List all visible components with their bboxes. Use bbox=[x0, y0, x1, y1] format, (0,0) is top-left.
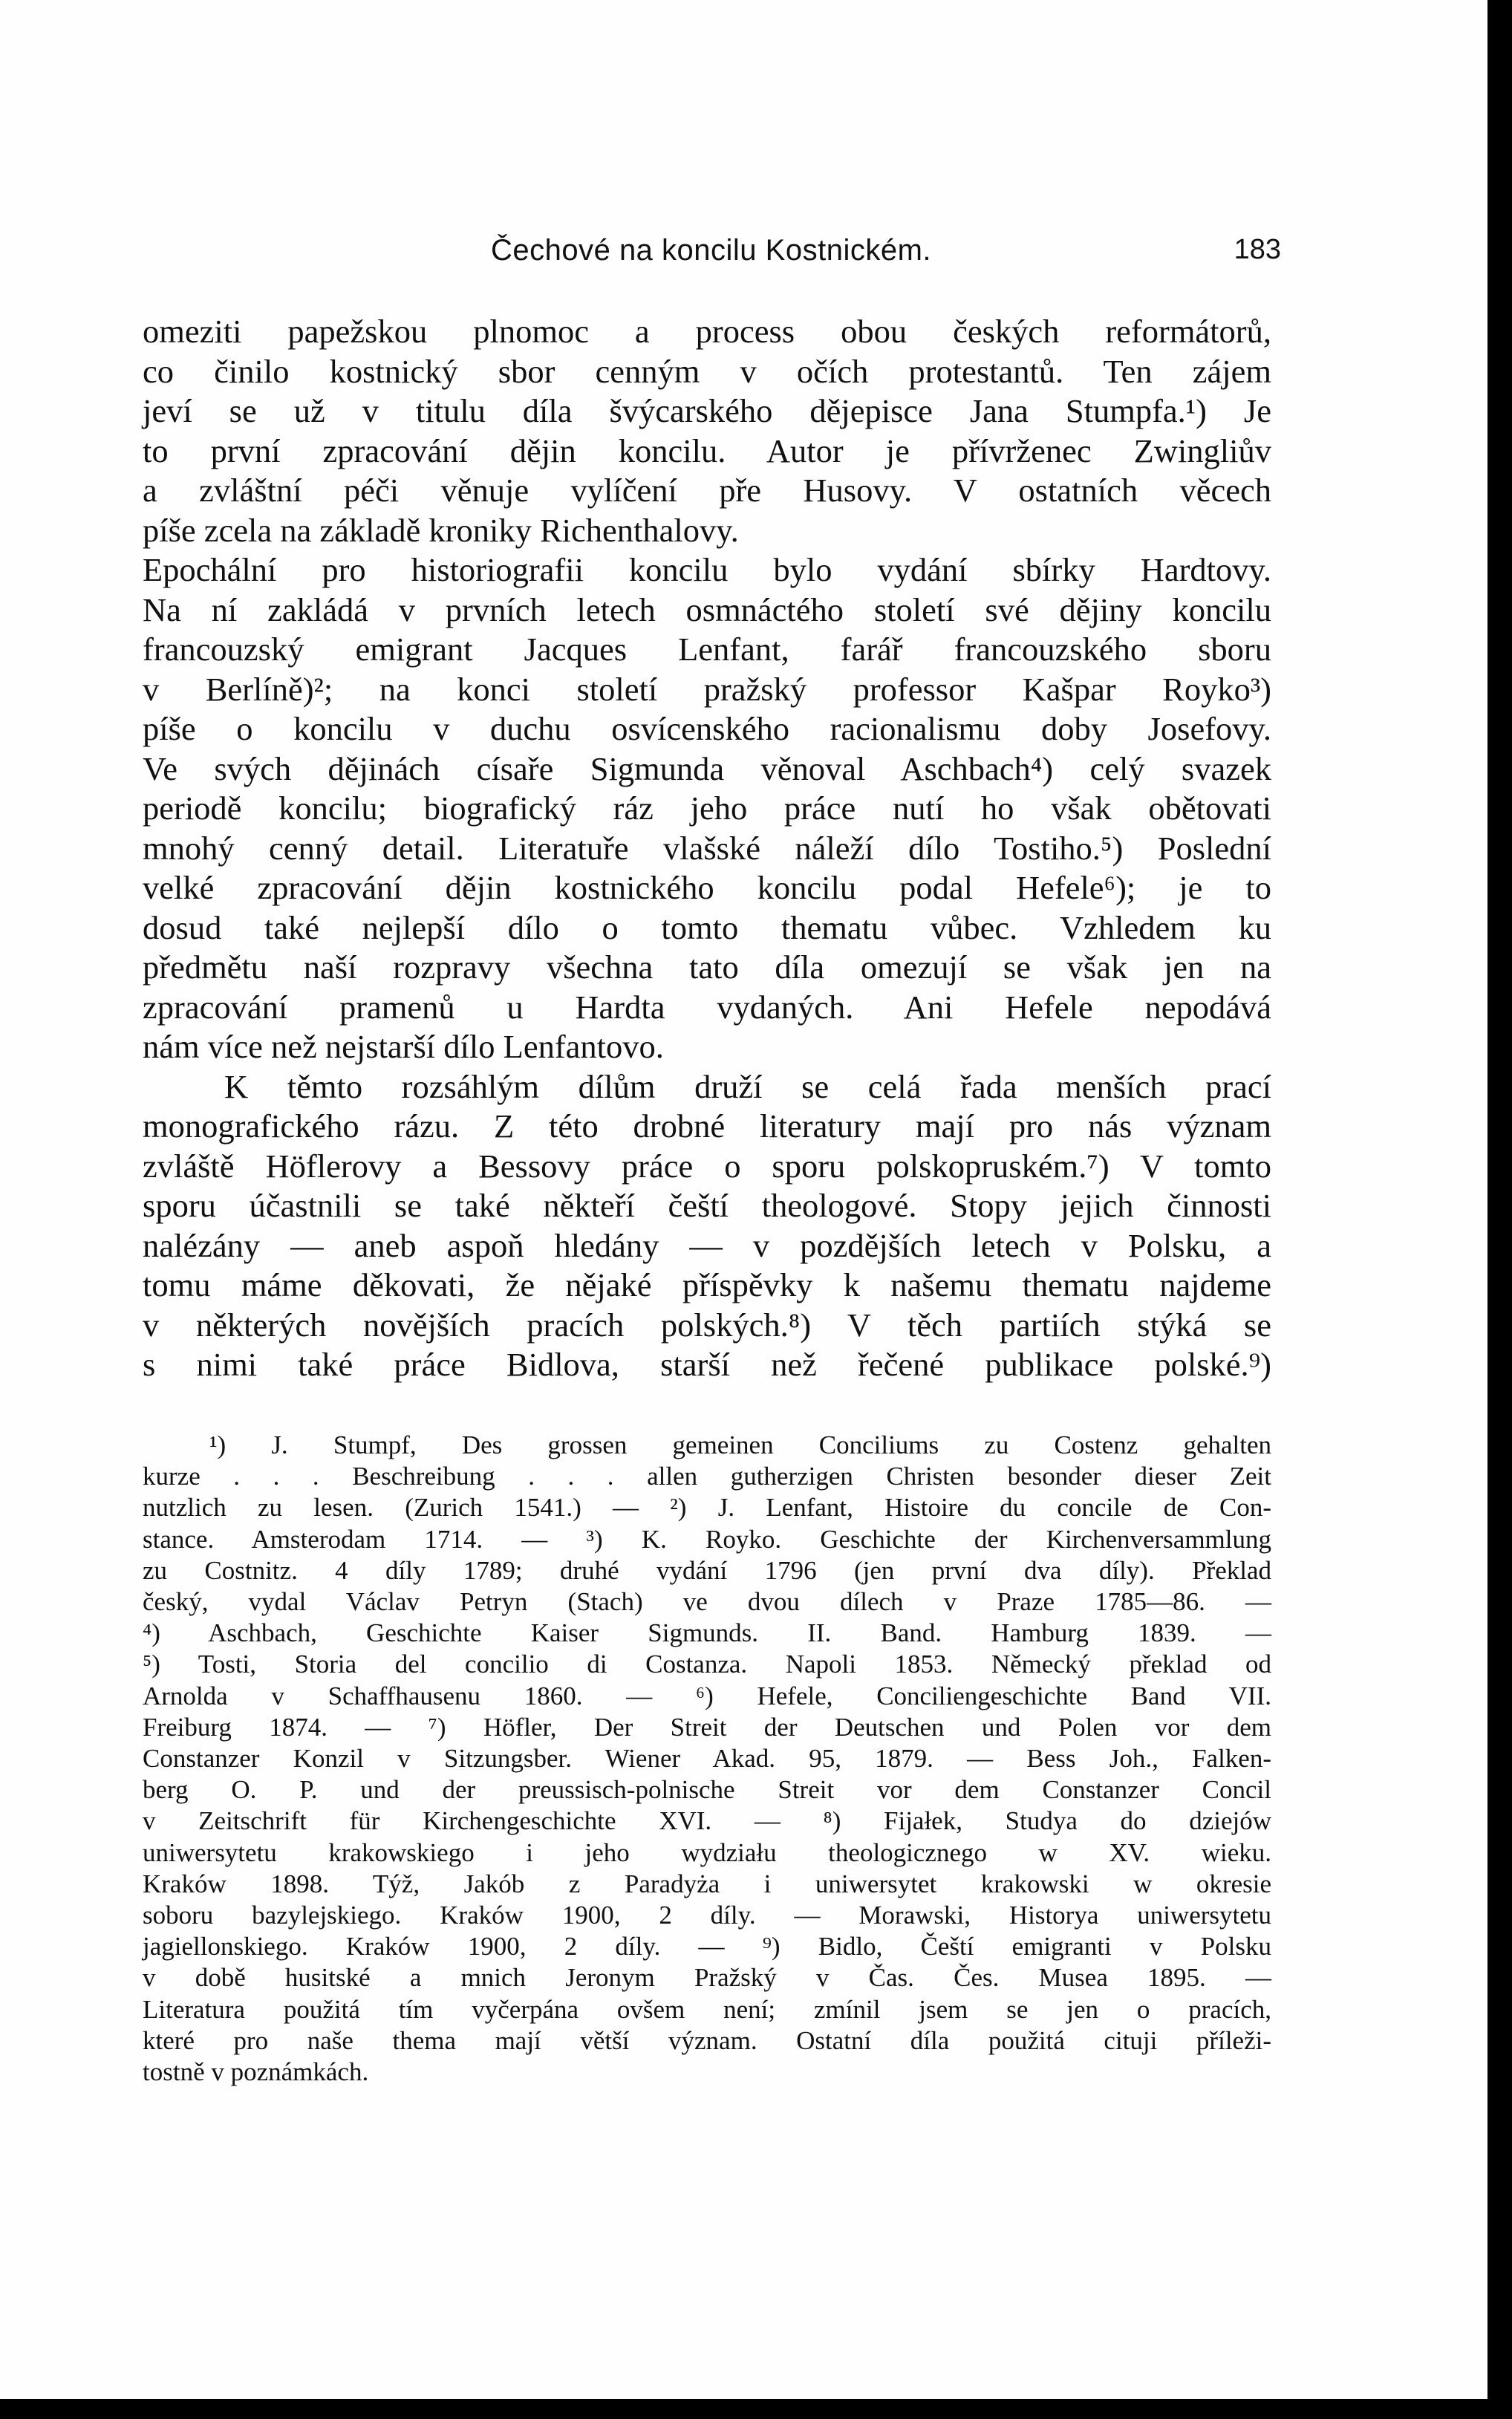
footnote-line: Literatura použitá tím vyčerpána ovšem není; zmínil jsem se jen o pracích, bbox=[143, 1994, 1271, 2024]
text-line: a zvláštní péči věnuje vylíčení pře Husovy. V ostatních věcech bbox=[143, 472, 1271, 509]
text-line: v některých novějších pracích polských.⁸) V těch partiích stýká se bbox=[143, 1306, 1271, 1344]
text-line: francouzský emigrant Jacques Lenfant, farář francouzského sboru bbox=[143, 631, 1271, 668]
footnote-line: jagiellonskiego. Kraków 1900, 2 díly. — ⁹) Bidlo, Čeští emigranti v Polsku bbox=[143, 1932, 1271, 1961]
footnote-line: kurze . . . Beschreibung . . . allen gutherzigen Christen besonder dieser Zeit bbox=[143, 1462, 1271, 1491]
main-text bbox=[143, 312, 1271, 1385]
text-line: v Berlíně)²; na konci století pražský professor Kašpar Royko³) bbox=[143, 670, 1271, 708]
footnote-line: uniwersytetu krakowskiego i jeho wydziału theologicznego w XV. wieku. bbox=[143, 1837, 1271, 1867]
footnote-line: které pro naše thema mají větší význam. Ostatní díla použitá cituji příleži- bbox=[143, 2025, 1271, 2055]
text-line: omeziti papežskou plnomoc a process obou českých reformátorů, bbox=[143, 313, 1271, 350]
text-line: to první zpracování dějin koncilu. Autor je přívrženec Zwingliův bbox=[143, 432, 1271, 469]
footnotes bbox=[143, 1430, 1271, 2088]
text-line: píše zcela na základě kroniky Richenthalovy. bbox=[143, 511, 739, 549]
footnote-line: stance. Amsterodam 1714. — ³) K. Royko. Geschichte der Kirchenversammlung bbox=[143, 1524, 1271, 1554]
text-line: co činilo kostnický sbor cenným v očích protestantů. Ten zájem bbox=[143, 352, 1271, 390]
text-line: tomu máme děkovati, že nějaké příspěvky k našemu thematu najdeme bbox=[143, 1266, 1271, 1303]
footnote-line: Kraków 1898. Týž, Jakób z Paradyża i uniwersytet krakowski w okresie bbox=[143, 1869, 1271, 1898]
footnote-line: berg O. P. und der preussisch-polnische Streit vor dem Constanzer Concil bbox=[143, 1775, 1271, 1805]
footnote-line: ⁴) Aschbach, Geschichte Kaiser Sigmunds. II. Band. Hamburg 1839. — bbox=[143, 1618, 1271, 1648]
footnote-line: ⁵) Tosti, Storia del concilio di Costanza. Napoli 1853. Německý překlad od bbox=[143, 1650, 1271, 1679]
footnote-line: zu Costnitz. 4 díly 1789; druhé vydání 1796 (jen první dva díly). Překlad bbox=[143, 1555, 1271, 1585]
text-line: K těmto rozsáhlým dílům druží se celá řada menších prací bbox=[224, 1067, 1271, 1105]
text-line: zvláště Höflerovy a Bessovy práce o sporu polskopruském.⁷) V tomto bbox=[143, 1147, 1271, 1185]
footnote-line: Arnolda v Schaffhausenu 1860. — ⁶) Hefele, Conciliengeschichte Band VII. bbox=[143, 1681, 1271, 1710]
footnote-line: tostně v poznámkách. bbox=[143, 2057, 369, 2087]
text-line: nalézány — aneb aspoň hledány — v pozdějších letech v Polsku, a bbox=[143, 1226, 1271, 1264]
text-line: velké zpracování dějin kostnického koncilu podal Hefele⁶); je to bbox=[143, 869, 1271, 906]
footnote-line: Constanzer Konzil v Sitzungsber. Wiener Akad. 95, 1879. — Bess Joh., Falken- bbox=[143, 1744, 1271, 1774]
footnote-line: v době husitské a mnich Jeronym Pražský v Čas. Čes. Musea 1895. — bbox=[143, 1963, 1271, 1993]
text-line: periodě koncilu; biografický ráz jeho práce nutí ho však obětovati bbox=[143, 789, 1271, 827]
text-line: zpracování pramenů u Hardta vydaných. Ani Hefele nepodává bbox=[143, 988, 1271, 1026]
footnote-line: v Zeitschrift für Kirchengeschichte XVI. — ⁸) Fijałek, Studya do dziejów bbox=[143, 1806, 1271, 1836]
text-line: s nimi také práce Bidlova, starší než řečené publikace polské.⁹) bbox=[143, 1346, 1271, 1383]
footnote-line: ¹) J. Stumpf, Des grossen gemeinen Conciliums zu Costenz gehalten bbox=[209, 1430, 1271, 1459]
text-line: Ve svých dějinách císaře Sigmunda věnoval Aschbach⁴) celý svazek bbox=[143, 749, 1271, 787]
footnote-line: Freiburg 1874. — ⁷) Höfler, Der Streit der Deutschen und Polen vor dem bbox=[143, 1712, 1271, 1742]
text-line: Na ní zakládá v prvních letech osmnáctého století své dějiny koncilu bbox=[143, 590, 1271, 628]
text-line: nám více než nejstarší dílo Lenfantovo. bbox=[143, 1028, 664, 1065]
page-header bbox=[141, 234, 1281, 271]
text-line: mnohý cenný detail. Literatuře vlašské náleží dílo Tostiho.⁵) Poslední bbox=[143, 829, 1271, 867]
text-line: předmětu naší rozpravy všechna tato díla omezují se však jen na bbox=[143, 948, 1271, 986]
footnote-line: český, vydal Václav Petryn (Stach) ve dvou dílech v Praze 1785—86. — bbox=[143, 1587, 1271, 1617]
text-line: sporu účastnili se také někteří čeští theologové. Stopy jejich činnosti bbox=[143, 1187, 1271, 1224]
text-line: Epochální pro historiografii koncilu bylo vydání sbírky Hardtovy. bbox=[143, 551, 1271, 588]
text-line: píše o koncilu v duchu osvícenského racionalismu doby Josefovy. bbox=[143, 710, 1271, 747]
text-line: dosud také nejlepší dílo o tomto thematu vůbec. Vzhledem ku bbox=[143, 908, 1271, 946]
text-line: jeví se už v titulu díla švýcarského dějepisce Jana Stumpfa.¹) Je bbox=[143, 392, 1271, 429]
page-number: 183 bbox=[1234, 234, 1281, 265]
running-title: Čechové na koncilu Kostnickém. bbox=[490, 234, 932, 267]
text-line: monografického rázu. Z této drobné literatury mají pro nás význam bbox=[143, 1107, 1271, 1145]
footnote-line: soboru bazylejskiego. Kraków 1900, 2 díly. — Morawski, Historya uniwersytetu bbox=[143, 1901, 1271, 1930]
footnote-line: nutzlich zu lesen. (Zurich 1541.) — ²) J. Lenfant, Histoire du concile de Con- bbox=[143, 1493, 1271, 1523]
